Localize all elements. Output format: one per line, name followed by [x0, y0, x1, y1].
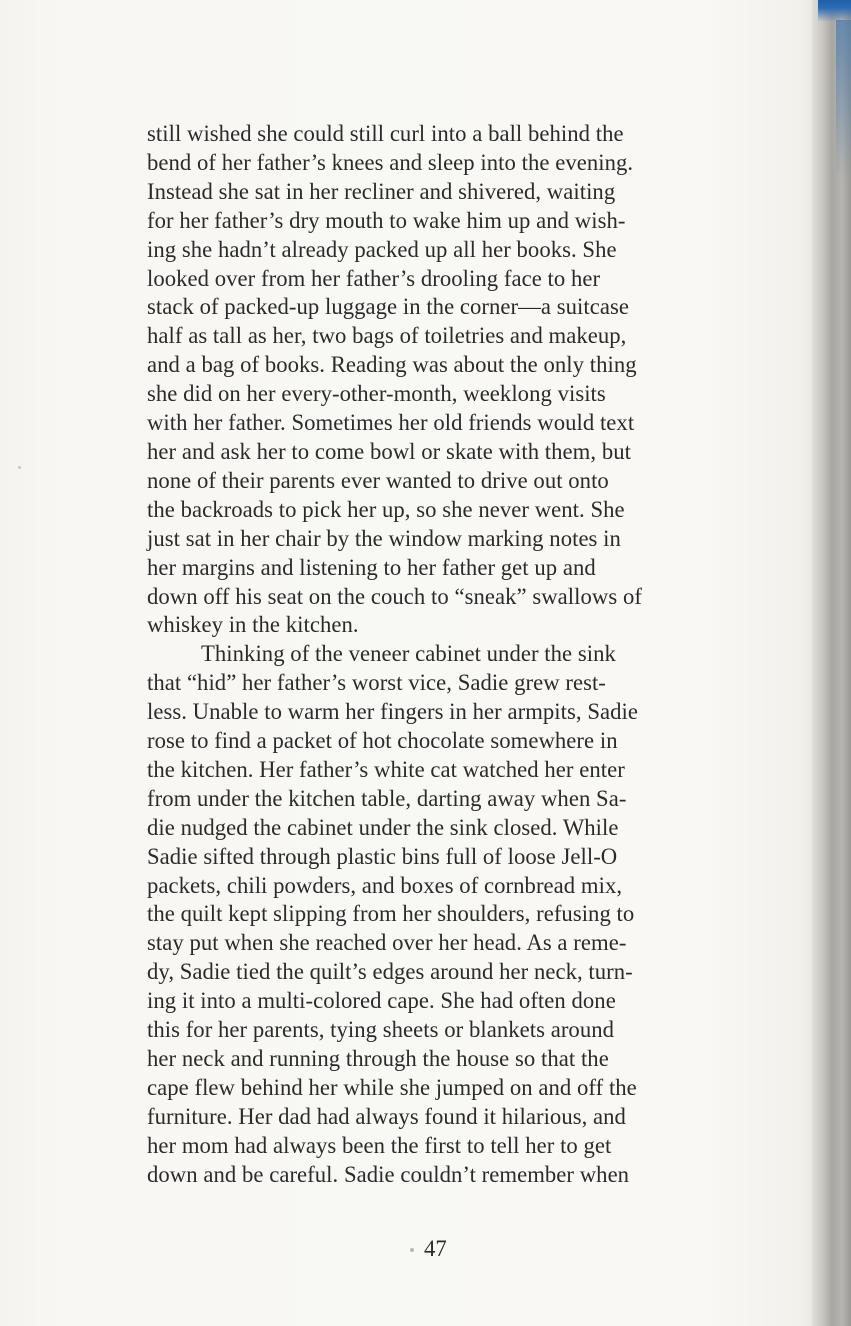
text-line: dy, Sadie tied the quilt’s edges around her neck, turn-: [147, 959, 633, 985]
book-edge: [818, 0, 851, 22]
paragraph-first-line: Thinking of the veneer cabinet under the sink: [201, 641, 616, 667]
text-line: furniture. Her dad had always found it hilarious, and: [147, 1103, 626, 1129]
text-line: die nudged the cabinet under the sink closed. While: [147, 814, 619, 840]
text-line: the backroads to pick her up, so she never went. She: [147, 496, 625, 522]
text-line: down off his seat on the couch to “sneak” swallows of: [147, 583, 642, 609]
text-line: less. Unable to warm her fingers in her armpits, Sadie: [147, 699, 638, 725]
text-line: still wished she could still curl into a ball behind the: [147, 121, 624, 146]
text-line: bend of her father’s knees and sleep into the evening.: [147, 149, 634, 175]
page-number: 47: [424, 1236, 447, 1261]
text-line: looked over from her father’s drooling face to her: [147, 265, 601, 291]
book-edge-tint: [836, 20, 851, 180]
text-line: stay put when she reached over her head. As a reme-: [147, 930, 627, 956]
text-line: Sadie sifted through plastic bins full of loose Jell-O: [147, 843, 618, 869]
text-line: half as tall as her, two bags of toiletries and makeup,: [147, 323, 627, 349]
page-dot: [410, 1248, 414, 1252]
text-line: just sat in her chair by the window marking notes in: [147, 525, 621, 551]
text-line: for her father’s dry mouth to wake him up and wish-: [147, 207, 626, 233]
text-line: her neck and running through the house so that the: [147, 1046, 609, 1071]
text-line: Instead she sat in her recliner and shivered, waiting: [147, 178, 616, 204]
text-line: she did on her every-other-month, weeklong visits: [147, 381, 606, 407]
text-line: down and be careful. Sadie couldn’t remember when: [147, 1161, 630, 1187]
book-spine-shadow: [812, 0, 851, 1326]
text-line: ing she hadn’t already packed up all her books. She: [147, 236, 617, 262]
text-line: the quilt kept slipping from her shoulders, refusing to: [147, 901, 635, 927]
text-line: her mom had always been the first to tell her to get: [147, 1132, 612, 1158]
text-line: rose to find a packet of hot chocolate somewhere in: [147, 728, 618, 754]
text-line: cape flew behind her while she jumped on and off the: [147, 1074, 637, 1100]
text-line: whiskey in the kitchen.: [147, 612, 359, 638]
text-line: that “hid” her father’s worst vice, Sadie grew rest-: [147, 670, 606, 696]
text-line: none of their parents ever wanted to drive out onto: [147, 467, 609, 493]
text-line: stack of packed-up luggage in the corner—a suitcase: [147, 294, 629, 320]
text-line: ing it into a multi-colored cape. She had often done: [147, 988, 616, 1014]
margin-speck: [18, 466, 21, 469]
text-line: packets, chili powders, and boxes of cornbread mix,: [147, 872, 623, 898]
text-line: the kitchen. Her father’s white cat watched her enter: [147, 756, 625, 782]
text-line: her margins and listening to her father get up and: [147, 554, 596, 580]
body-text: [147, 120, 767, 1190]
text-line: with her father. Sometimes her old friends would text: [147, 410, 635, 436]
text-line: from under the kitchen table, darting away when Sa-: [147, 785, 627, 811]
text-line: her and ask her to come bowl or skate with them, but: [147, 438, 631, 464]
text-line: this for her parents, tying sheets or blankets around: [147, 1017, 615, 1043]
text-line: and a bag of books. Reading was about the only thing: [147, 352, 637, 378]
